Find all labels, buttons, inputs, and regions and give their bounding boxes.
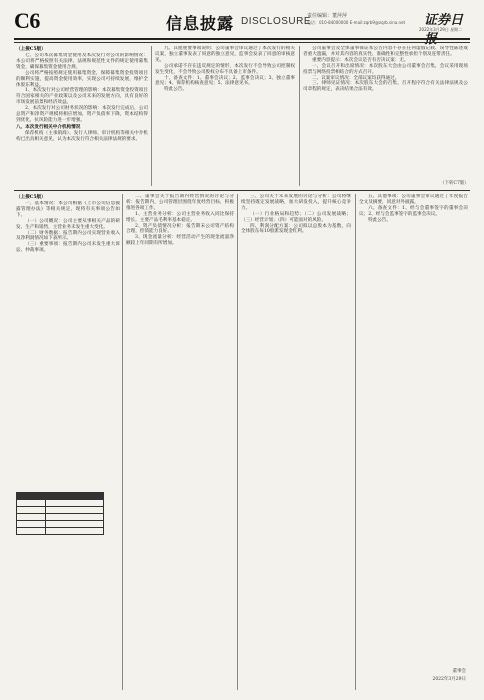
paragraph: 3、现金流量分析：经营活动产生的现金流量净额较上年同期有所增加。: [126, 235, 234, 247]
paragraph: 1、本次发行对公司经营管理的影响：本次募集资金投资项目符合国家相关的产业政策以及公司未来的发展方向，具有良好的市场发展前景和经济效益。: [16, 88, 148, 106]
notice-top-col-2: [155, 46, 295, 186]
paragraph: 六、备查文件：1、经与会董事签字的董事会决议；2、经与会监事签字的监事会决议。: [359, 205, 468, 217]
paragraph: 二、议案审议情况：全部议案均获得通过。: [312, 75, 400, 81]
header-rule-thin: [14, 42, 470, 43]
notice-bottom-col-2: [126, 194, 234, 690]
section-heading: 八、本次发行相关中介机构情况: [16, 124, 81, 130]
paragraph: 公司董事会及全体董事保证本公告内容不存在任何虚假记载、误导性陈述或者重大遗漏，并对其内容的真实性、准确性和完整性承担个别及连带责任。: [303, 46, 468, 57]
paragraph: 公司将严格按照规定使用募集资金，保障募集资金投资项目的顺利实施，提高资金使用效率，实现公司可持续发展，维护全体股东利益。: [16, 70, 148, 88]
paragraph: （一）公司概况：公司主要从事相关产品的研发、生产和销售，主营业务未发生重大变化。: [16, 218, 120, 230]
paragraph: 特此公告。: [368, 217, 391, 223]
paragraph: 1、主营业务分析：公司主营业务收入同比保持增长，主要产品毛利率基本稳定。: [126, 211, 234, 223]
signature-company: 董事会: [452, 669, 466, 674]
continuation-label: （上接C5版）: [16, 47, 46, 52]
column-divider: [355, 194, 356, 690]
column-divider: [299, 46, 300, 186]
paragraph: （二）财务数据：报告期内公司实现营业收入及净利润情况如下表所示。: [16, 230, 120, 242]
editor-credit: 责任编辑：董萍萍: [307, 13, 348, 19]
contact-info: 电话：010-84000000 E-mail:zqrb9@zqrb.sina.net: [307, 20, 406, 25]
paragraph: （一）行业格局和趋势；（二）公司发展战略；（三）经营计划；（四）可能面对的风险。: [241, 211, 351, 223]
notice-bottom-col-4: [359, 194, 468, 644]
continuation-label: （上接C5版）: [16, 195, 46, 200]
newspaper-logo: 证券日: [424, 13, 464, 28]
paragraph: 十、备查文件：1、董事会决议；2、监事会决议；3、独立董事意见；4、保荐机构核查意见；5、法律意见书。: [155, 75, 295, 87]
notice-top-col-3: [303, 46, 468, 178]
notice-top-col-1: [16, 53, 148, 186]
paragraph: 九、其他重要事项说明：公司董事会审议通过了本次发行的相关议案，独立董事发表了同意的独立意见，监事会发表了同意的审核意见。: [155, 46, 295, 63]
paragraph: 七、公司本次募集资金使用及本次发行对公司的影响情况：本公司将严格按照有关法律、法规和规范性文件的规定使用募集资金，确保募集资金使用合规。: [16, 53, 148, 70]
paragraph: 2、本次发行对公司财务状况的影响：本次发行完成后，公司总资产和净资产规模将相应增加，资产负债率下降，资本结构得到优化，抗风险能力进一步增强。: [16, 106, 148, 123]
column-divider: [151, 46, 152, 186]
financial-table: [16, 492, 104, 535]
paragraph: 二、董事会关于报告期内经营情况的讨论与分析：报告期内，公司管理层围绕年度经营目标，积极推进各项工作。: [126, 194, 234, 211]
header-rule: [14, 38, 470, 40]
paragraph: 一、会议召开和出席情况：本次股东大会由公司董事会召集，会议采用现场投票与网络投票相结合的方式召开。: [303, 63, 468, 75]
paragraph: 特此公告。: [164, 87, 187, 93]
paragraph: 2、资产负债情况分析：报告期末公司资产结构合理，偿债能力良好。: [126, 223, 234, 235]
masthead: [14, 8, 470, 38]
paragraph: 三、律师见证情况：本次股东大会的召集、召开程序符合有关法律法规及公司章程的规定，表决结果合法有效。: [303, 81, 468, 93]
paragraph: 保荐机构（主承销商）、发行人律师、审计机构等相关中介机构已出具相关意见，认为本次发行符合相关法律法规的要求。: [16, 130, 148, 142]
issue-date: 2022年3月29日 星期二: [419, 27, 463, 32]
notice-bottom-col-3: [241, 194, 351, 690]
paragraph: 三、公司关于未来发展的讨论与分析：公司将继续坚持既定发展战略，加大研发投入，提升核心竞争力。: [241, 194, 351, 211]
paragraph: 公司承诺不存在违反规定的情形，本次发行不会导致公司控制权发生变化，不会导致公司股权分布不具备上市条件。: [155, 63, 295, 75]
notice-bottom-col-1: [16, 201, 120, 487]
section-title: 信息披露: [166, 14, 235, 33]
continuation-end: （下转C7版）: [440, 181, 469, 186]
column-divider: [122, 194, 123, 690]
paragraph: 五、其他事项：公司董事会审议通过了年度报告全文及摘要，同意对外披露。: [359, 194, 468, 205]
paragraph: 四、利润分配方案：公司拟以总股本为基数，向全体股东每10股派发现金红利。: [241, 223, 351, 235]
notice-separator: [14, 190, 470, 191]
paragraph: （三）重要事项：报告期内公司未发生重大诉讼、仲裁事项。: [16, 242, 120, 254]
page-number: C6: [14, 8, 40, 33]
paragraph: 一、基本情况：本公司根据《上市公司信息披露管理办法》等相关规定，现将有关事项公告如下。: [16, 201, 120, 218]
section-title-en: DISCLOSURE: [241, 16, 312, 27]
paragraph: 重要内容提示：本次会议是否有否决议案：无。: [312, 57, 409, 63]
signature-date: 2022年3月29日: [432, 677, 466, 682]
column-divider: [237, 194, 238, 690]
